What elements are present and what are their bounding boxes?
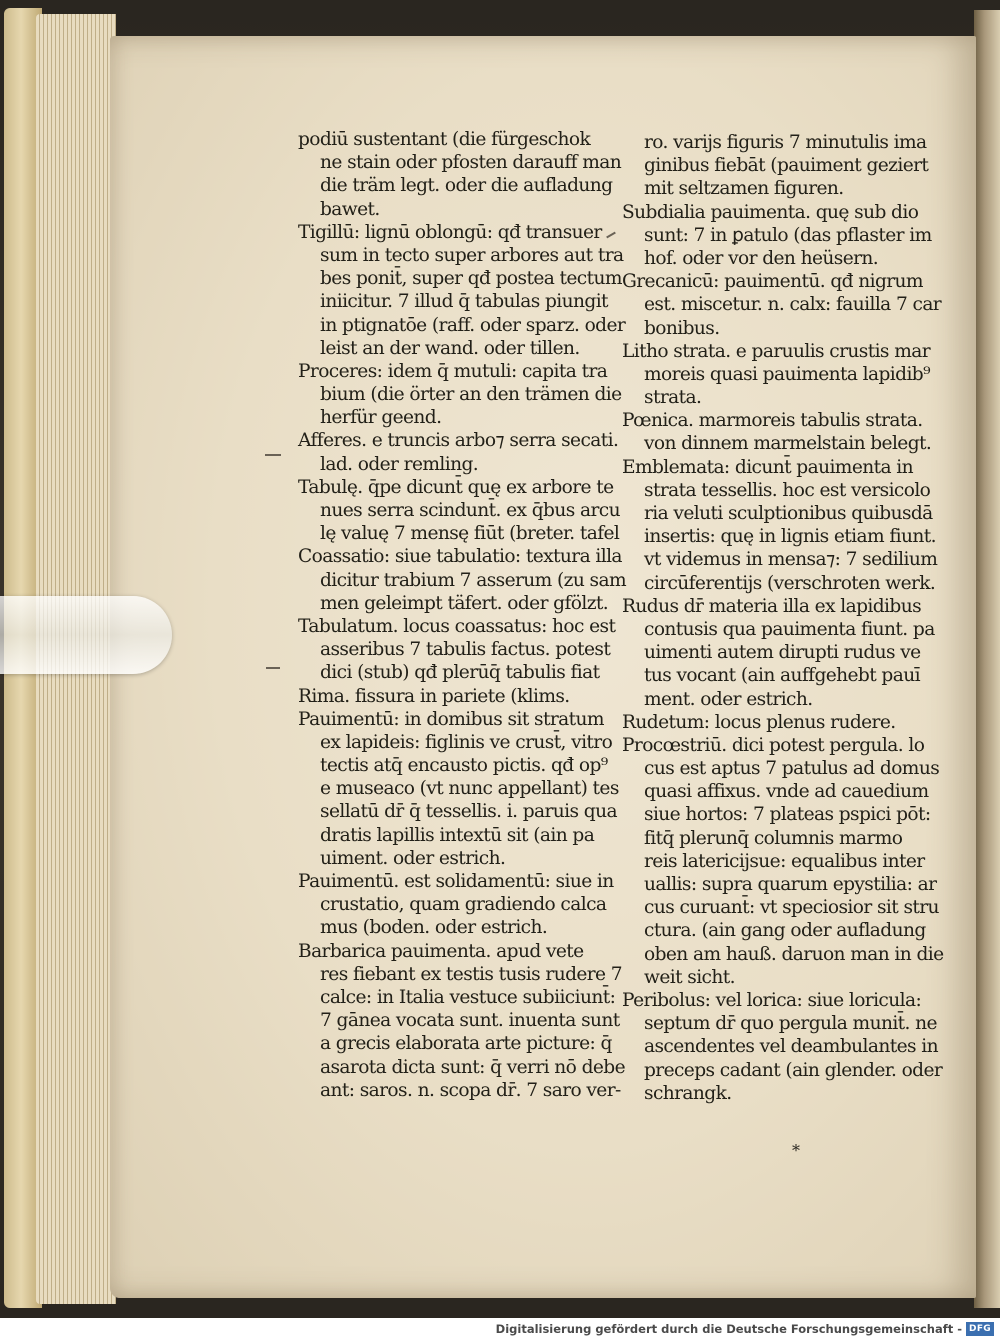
text-line: ria veluti sculptionibus quibusdā (644, 503, 933, 524)
page-marker-clip (0, 596, 172, 674)
text-line: schrangk. (644, 1082, 732, 1104)
footer-credit: Digitalisierung gefördert durch die Deutsche Forschungsgemeinschaft - (495, 1322, 962, 1336)
text-line: moreis quasi pauimenta lapidib⁹ (644, 363, 930, 385)
text-line: e museaco (vt nunc appellant) tes (320, 778, 619, 800)
text-line: iniicitur. 7 illud q̄ tabulas piungit (320, 291, 608, 313)
text-line: Litho strata. e paruulis crustis mar (622, 340, 930, 362)
text-line: Peribolus: vel lorica: siue loricula: (622, 989, 922, 1011)
text-line: circūferentijs (verschroten werk. (644, 572, 936, 594)
text-line: Barbarica pauimenta. apud vete (298, 940, 584, 962)
text-line: mus (boden. oder estrich. (320, 917, 548, 939)
margin-mark (265, 454, 281, 456)
text-line: Rudus dr̄ materia illa ex lapidibus (622, 595, 922, 617)
text-line: uiment. oder estrich. (320, 847, 506, 869)
text-line: insertis: quę in lignis etiam fiunt. (644, 526, 936, 548)
text-line: crustatio, quam gradiendo calca (320, 894, 607, 916)
text-line: lad. oder remling. (320, 453, 479, 475)
text-line: mit seltzamen figuren. (644, 178, 844, 200)
text-line: res fiebant ex testis tusis rudere 7 (320, 963, 623, 985)
text-line: septum dr̄ quo pergula munit̄. ne (644, 1013, 937, 1035)
text-line: strata tessellis. hoc est versicolo (644, 479, 931, 501)
text-line: a grecis elaborata arte picture: q̄ (320, 1033, 612, 1055)
text-line: tus vocant (ain auffgehebt pauī (644, 665, 920, 687)
text-line: quasi affixus. vnde ad cauedium (644, 781, 929, 803)
text-line: Tigillū: lignū oblongū: qđ transuer (298, 221, 602, 243)
text-line: ascendentes vel deambulantes in (644, 1036, 938, 1058)
text-line: Afferes. e truncis arbo⁊ serra secati. (298, 430, 619, 452)
text-line: sum in tecto super arbores aut tra (320, 244, 624, 266)
left-text-column (298, 128, 626, 1102)
text-line: ne stain oder pfosten darauff man (320, 152, 622, 174)
text-line: calce: in Italia vestuce subiiciunt̄: (320, 986, 616, 1008)
text-line: Tabulę. q̄pe dicunt̄ quę ex arbore te (298, 476, 614, 498)
text-line: fitq̄ plerunq̄ columnis marmo (644, 827, 903, 849)
text-line: asseribus 7 tabulis factus. potest (320, 639, 611, 661)
text-line: dici (stub) qđ plerūq̄ tabulis fiat (320, 662, 600, 684)
text-line: Coassatio: siue tabulatio: textura illa (298, 546, 622, 568)
margin-mark (266, 667, 280, 669)
text-line: ro. varijs figuris 7 minutulis ima (644, 132, 927, 153)
text-line: dratis lapillis intextū sit (ain pa (320, 824, 595, 846)
text-line: Pauimentū: in domibus sit stratum (298, 708, 604, 730)
text-line: Grecanicū: pauimentū. qđ nigrum (622, 271, 923, 293)
text-line: men geleimpt täfert. oder gfölzt. (320, 592, 609, 614)
text-line: Subdialia pauimenta. quę sub dio (622, 201, 919, 223)
text-line: Emblemata: dicunt̄ pauimenta in (622, 456, 914, 478)
text-line: contusis qua pauimenta fiunt. pa (644, 618, 935, 640)
text-line: cus est aptus 7 patulus ad domus (644, 758, 940, 780)
text-line: cus curuant̄: vt speciosior sit stru (644, 897, 939, 919)
text-line: tectis atq̄ encausto pictis. qđ op⁹ (320, 755, 608, 777)
text-line: in ptignatōe (raff. oder sparz. oder (320, 314, 626, 336)
text-line: hof. oder vor den heüsern. (644, 247, 879, 269)
text-line: asarota dicta sunt: q̄ verri nō debe (320, 1056, 625, 1078)
right-text-column (622, 131, 942, 1105)
text-line: podiū sustentant (die fürgeschok (298, 129, 591, 150)
text-line: strata. (644, 387, 702, 409)
text-line: ctura. (ain gang oder aufladung (644, 920, 926, 942)
text-line: von dinnem marmelstain belegt. (644, 433, 932, 455)
text-line: reis latericijsue: equalibus inter (644, 850, 925, 872)
text-line: Tabulatum. locus coassatus: hoc est (298, 615, 616, 637)
text-line: bonibus. (644, 317, 720, 339)
text-line: sunt: 7 in ꝑatulo (das pflaster im (644, 224, 932, 246)
text-line: dicitur trabium 7 asserum (zu sam (320, 569, 626, 591)
text-line: ex lapideis: figlinis ve crust̄, vitro (320, 731, 613, 753)
text-line: lę valuę 7 mensę fiūt (breter. tafel (320, 523, 620, 545)
text-line: herfür geend. (320, 407, 442, 429)
text-line: die träm legt. oder die aufladung (320, 175, 613, 197)
text-line: bes ponit̄, super qđ postea tectum (320, 268, 622, 290)
text-line: ginibus fiebāt (pauiment geziert (644, 155, 929, 177)
text-line: ant: saros. n. scopa dr̄. 7 saro ver- (320, 1079, 621, 1101)
text-line: weit sicht. (644, 966, 735, 988)
text-line: leist an der wand. oder tillen. (320, 337, 580, 359)
text-line: uallis: supra quarum epystilia: ar (644, 874, 937, 895)
text-line: Procœstriū. dici potest pergula. lo (622, 734, 925, 756)
text-line: siue hortos: 7 plateas pspici pōt: (644, 804, 931, 826)
text-line: sellatū dr̄ q̄ tessellis. i. paruis qua (320, 801, 617, 823)
text-line: Rima. fissura in pariete (klims. (298, 685, 570, 707)
text-line: oben am hauß. daruon man in die (644, 943, 944, 965)
signature-mark: * (792, 1141, 800, 1160)
text-line: ment. oder estrich. (644, 688, 813, 710)
book-spine-edge (974, 10, 1000, 1308)
text-line: Pauimentū. est solidamentū: siue in (298, 871, 614, 892)
text-line: nues serra scindunt̄. ex q̄bus arcu (320, 500, 620, 521)
text-line: Proceres: idem q̄ mutuli: capita tra (298, 360, 608, 382)
text-line: bawet. (320, 198, 380, 220)
text-line: vt videmus in mensa⁊: 7 sedilium (644, 549, 938, 571)
text-line: Rudetum: locus plenus rudere. (622, 711, 896, 733)
text-line: preceps cadant (ain glender. oder (644, 1059, 943, 1081)
text-line: bium (die örter an den trämen die (320, 384, 622, 406)
text-line: Pœnica. marmoreis tabulis strata. (622, 410, 923, 432)
text-line: 7 gānea vocata sunt. inuenta sunt (320, 1010, 620, 1032)
text-line: uimenti autem dirupti rudus ve (644, 642, 921, 664)
dfg-logo: DFG (966, 1322, 994, 1336)
text-line: est. miscetur. n. calx: fauilla 7 car (644, 294, 942, 316)
